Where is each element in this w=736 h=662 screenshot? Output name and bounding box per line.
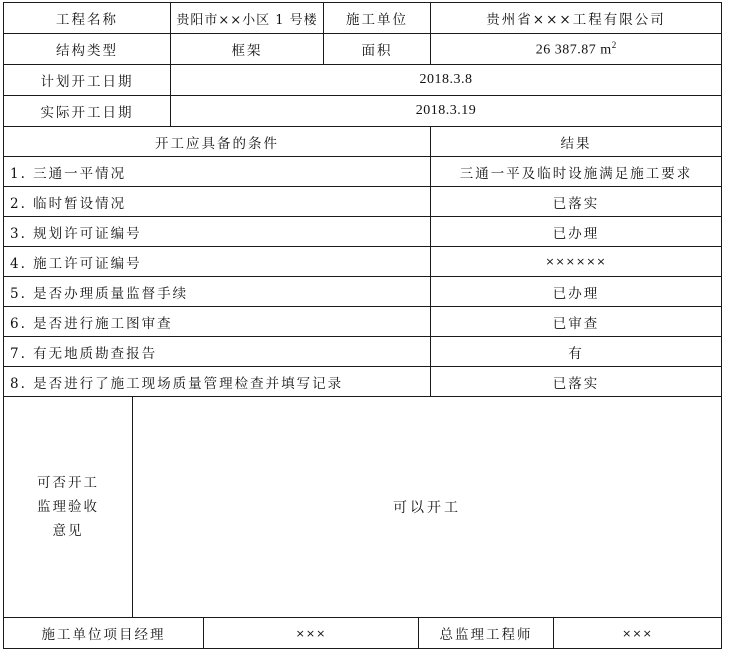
chief-supervisor-value: ×××	[554, 618, 722, 649]
condition-result: ××××××	[431, 247, 722, 277]
opinion-label-line1: 可否开工	[37, 475, 99, 491]
table-row	[4, 217, 722, 247]
project-manager-label: 施工单位项目经理	[4, 618, 204, 649]
condition-result: 三通一平及临时设施满足施工要求	[431, 157, 722, 187]
table-row	[4, 367, 722, 397]
condition-text: 6. 是否进行施工图审查	[4, 307, 431, 337]
table-row	[4, 307, 722, 337]
actual-start-label: 实际开工日期	[4, 96, 171, 127]
condition-text: 1. 三通一平情况	[4, 157, 431, 187]
construction-unit-label: 施工单位	[324, 3, 431, 34]
opinion-label-line2: 监理验收	[37, 499, 99, 515]
start-inspection-form	[3, 2, 721, 649]
opinion-label	[4, 397, 133, 618]
opinion-text: 可以开工	[133, 397, 722, 618]
area-label: 面积	[324, 34, 431, 65]
project-name-row	[4, 3, 722, 34]
table-row	[4, 157, 722, 187]
condition-result: 已落实	[431, 367, 722, 397]
chief-supervisor-label: 总监理工程师	[419, 618, 554, 649]
area-unit-superscript: 2	[611, 39, 617, 50]
planned-start-label: 计划开工日期	[4, 65, 171, 96]
planned-start-row	[4, 65, 722, 96]
conditions-heading-row	[4, 127, 722, 157]
structure-type-value: 框架	[171, 34, 324, 65]
condition-text: 2. 临时暂设情况	[4, 187, 431, 217]
planned-start-value: 2018.3.8	[171, 65, 722, 96]
condition-text: 3. 规划许可证编号	[4, 217, 431, 247]
conditions-table	[3, 126, 722, 397]
table-row	[4, 277, 722, 307]
condition-text: 7. 有无地质勘查报告	[4, 337, 431, 367]
result-heading: 结果	[431, 127, 722, 157]
condition-result: 有	[431, 337, 722, 367]
area-value	[431, 34, 722, 65]
form-header-table	[3, 2, 722, 127]
condition-result: 已办理	[431, 277, 722, 307]
condition-result: 已落实	[431, 187, 722, 217]
table-row	[4, 187, 722, 217]
project-name-label: 工程名称	[4, 3, 171, 34]
condition-text: 8. 是否进行了施工现场质量管理检查并填写记录	[4, 367, 431, 397]
structure-type-row	[4, 34, 722, 65]
condition-text: 4. 施工许可证编号	[4, 247, 431, 277]
conditions-heading: 开工应具备的条件	[4, 127, 431, 157]
table-row	[4, 247, 722, 277]
actual-start-row	[4, 96, 722, 127]
actual-start-value: 2018.3.19	[171, 96, 722, 127]
condition-text: 5. 是否办理质量监督手续	[4, 277, 431, 307]
signature-row	[4, 618, 722, 649]
condition-result: 已办理	[431, 217, 722, 247]
signature-table	[3, 617, 722, 649]
project-manager-value: ×××	[204, 618, 419, 649]
opinion-row	[4, 397, 722, 618]
opinion-table	[3, 396, 722, 618]
construction-unit-value: 贵州省×××工程有限公司	[431, 3, 722, 34]
condition-result: 已审查	[431, 307, 722, 337]
project-name-value: 贵阳市××小区 1 号楼	[171, 3, 324, 34]
opinion-label-line3: 意见	[52, 523, 84, 539]
area-number: 26 387.87 m	[535, 42, 612, 58]
table-row	[4, 337, 722, 367]
structure-type-label: 结构类型	[4, 34, 171, 65]
